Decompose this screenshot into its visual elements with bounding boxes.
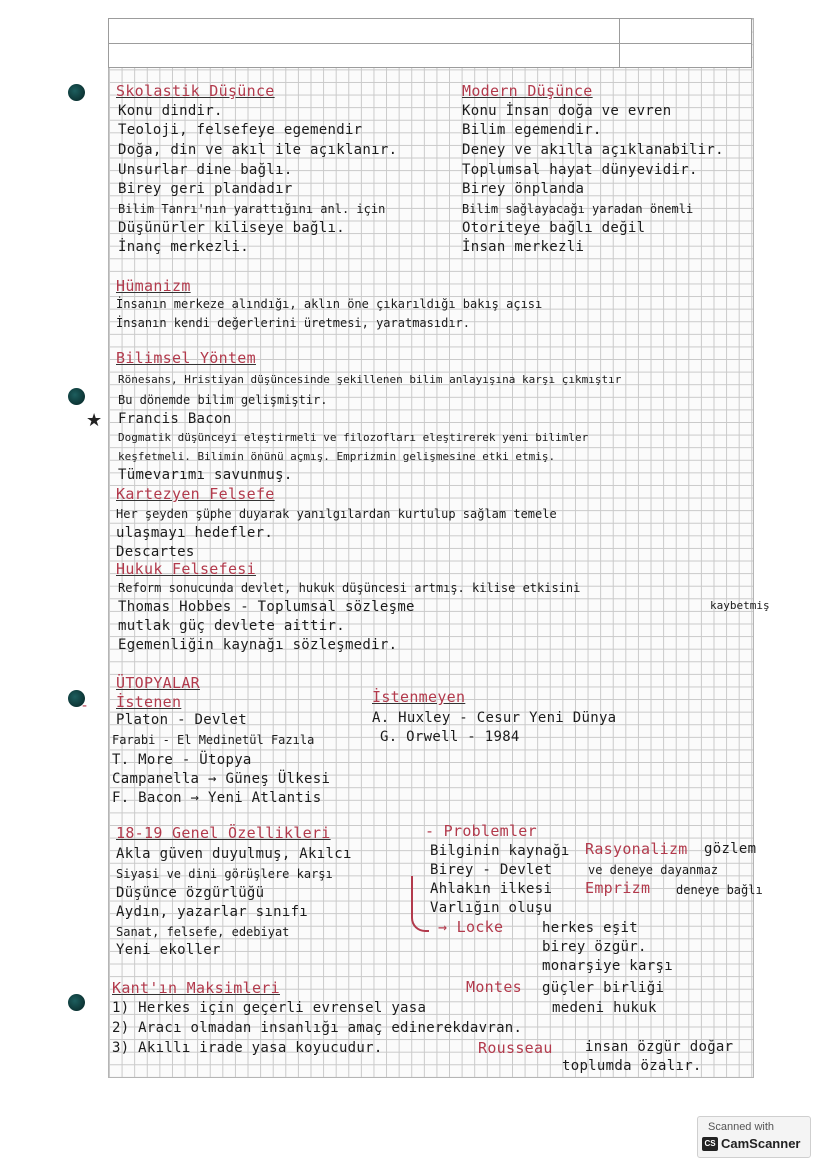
genel-line: Siyasi ve dini görüşlere karşı	[116, 867, 333, 881]
problem-line: Ahlakın ilkesi	[430, 881, 553, 897]
star-icon: ★	[86, 410, 103, 431]
rasyonalizm-note: gözlem	[704, 841, 757, 857]
genel-line: Akla güven duyulmuş, Akılcı	[116, 846, 352, 862]
istenen-item: Platon - Devlet	[116, 712, 247, 728]
bilimsel-line: Francis Bacon	[118, 411, 232, 427]
modern-line: Konu İnsan doğa ve evren	[462, 103, 672, 119]
modern-line: Toplumsal hayat dünyevidir.	[462, 162, 698, 178]
genel-line: Yeni ekoller	[116, 942, 221, 958]
skolastik-line: Doğa, din ve akıl ile açıklanır.	[118, 142, 398, 158]
kant-line: 3) Akıllı irade yasa koyucudur.	[112, 1040, 383, 1056]
hukuk-line: Reform sonucunda devlet, hukuk düşüncesi artmış. kilise etkisini	[118, 581, 581, 595]
skolastik-line: Düşünürler kiliseye bağlı.	[118, 220, 345, 236]
hukuk-line: mutlak güç devlete aittir.	[118, 618, 345, 634]
istenen-item: Campanella → Güneş Ülkesi	[112, 771, 331, 787]
problem-line: Varlığın oluşu	[430, 900, 553, 916]
istenen-title: İstenen	[116, 693, 182, 711]
skolastik-line: İnanç merkezli.	[118, 239, 249, 255]
genel-line: Aydın, yazarlar sınıfı	[116, 904, 309, 920]
locke-line: monarşiye karşı	[542, 958, 673, 974]
bilimsel-line: Dogmatik düşünceyi eleştirmeli ve filozofları eleştirerek yeni bilimler	[118, 431, 589, 444]
binder-hole	[68, 84, 85, 101]
binder-hole	[68, 994, 85, 1011]
modern-line: Bilim sağlayacağı yaradan önemli	[462, 202, 694, 216]
modern-line: Deney ve akılla açıklanabilir.	[462, 142, 724, 158]
istenmeyen-item: G. Orwell - 1984	[380, 729, 520, 745]
kant-line: 1) Herkes için geçerli evrensel yasa	[112, 1000, 427, 1016]
istenen-item: T. More - Ütopya	[112, 752, 252, 768]
modern-line: Otoriteye bağlı değil	[462, 220, 646, 236]
rousseau-line: insan özgür doğar	[585, 1039, 734, 1055]
montes-line: güçler birliği	[542, 980, 665, 996]
kant-title: Kant'ın Maksimleri	[112, 979, 280, 997]
modern-line: Birey önplanda	[462, 181, 585, 197]
camscanner-text: CamScanner	[721, 1136, 801, 1151]
istenmeyen-title: İstenmeyen	[372, 688, 466, 706]
hukuk-note: kaybetmiş	[710, 599, 770, 612]
locke-line: herkes eşit	[542, 920, 639, 936]
header-box	[108, 18, 752, 68]
utopyalar-title: ÜTOPYALAR	[116, 674, 200, 692]
humanizm-title: Hümanizm	[116, 277, 191, 295]
kant-line: 2) Aracı olmadan insanlığı amaç edinerekdavran.	[112, 1020, 523, 1036]
problem-line: Bilginin kaynağı	[430, 843, 570, 859]
scanned-with-text: Scanned with	[708, 1121, 775, 1133]
bilimsel-line: Rönesans, Hristiyan düşüncesinde şekillenen bilim anlayışına karşı çıkmıştır	[118, 373, 622, 386]
dash-mark: -	[82, 698, 88, 714]
kartezyen-line: Descartes	[116, 544, 195, 560]
bilimsel-line: Bu dönemde bilim gelişmiştir.	[118, 393, 328, 407]
humanizm-line: İnsanın merkeze alındığı, aklın öne çıkarıldığı bakış açısı	[116, 297, 543, 311]
bilimsel-line: keşfetmeli. Bilimin önünü açmış. Emprizmin gelişmesine etki etmiş.	[118, 450, 556, 463]
skolastik-line: Birey geri plandadır	[118, 181, 293, 197]
skolastik-title: Skolastik Düşünce	[116, 82, 275, 100]
emprizm-note: deneye bağlı	[676, 883, 763, 897]
montes-line: medeni hukuk	[552, 1000, 657, 1016]
istenmeyen-item: A. Huxley - Cesur Yeni Dünya	[372, 710, 617, 726]
genel-line: Düşünce özgürlüğü	[116, 885, 265, 901]
problemler-title: - Problemler	[425, 822, 537, 840]
hukuk-title: Hukuk Felsefesi	[116, 560, 256, 578]
kartezyen-line: Her şeyden şüphe duyarak yanılgılardan kurtulup sağlam temele	[116, 507, 557, 521]
bilimsel-line: Tümevarımı savunmuş.	[118, 467, 293, 483]
bilimsel-title: Bilimsel Yöntem	[116, 349, 256, 367]
modern-line: Bilim egemendir.	[462, 122, 602, 138]
istenen-item: F. Bacon → Yeni Atlantis	[112, 790, 322, 806]
kartezyen-title: Kartezyen Felsefe	[116, 485, 275, 503]
rousseau-label: Rousseau	[478, 1039, 553, 1057]
genel-line: Sanat, felsefe, edebiyat	[116, 925, 290, 939]
hukuk-line: Thomas Hobbes - Toplumsal sözleşme	[118, 599, 415, 615]
skolastik-line: Bilim Tanrı'nın yarattığını anl. için	[118, 202, 386, 216]
skolastik-line: Unsurlar dine bağlı.	[118, 162, 293, 178]
montes-label: Montes	[466, 978, 522, 996]
genel-title: 18-19 Genel Özellikleri	[116, 824, 331, 842]
modern-line: İnsan merkezli	[462, 239, 585, 255]
camscanner-logo-icon: CS	[702, 1137, 718, 1151]
rousseau-line: toplumda özalır.	[562, 1058, 702, 1074]
humanizm-line: İnsanın kendi değerlerini üretmesi, yaratmasıdır.	[116, 316, 471, 330]
skolastik-line: Konu dindir.	[118, 103, 223, 119]
skolastik-line: Teoloji, felsefeye egemendir	[118, 122, 363, 138]
camscanner-badge	[697, 1116, 811, 1158]
binder-hole	[68, 388, 85, 405]
emprizm-label: Emprizm	[585, 879, 651, 897]
rasyonalizm-label: Rasyonalizm	[585, 840, 688, 858]
locke-label: → Locke	[438, 918, 504, 936]
problem-line: Birey - Devlet	[430, 862, 553, 878]
brace-arrow	[411, 876, 429, 932]
hukuk-line: Egemenliğin kaynağı sözleşmedir.	[118, 637, 398, 653]
kartezyen-line: ulaşmayı hedefler.	[116, 525, 274, 541]
deney-note: ve deneye dayanmaz	[588, 863, 719, 877]
modern-title: Modern Düşünce	[462, 82, 593, 100]
locke-line: birey özgür.	[542, 939, 647, 955]
istenen-item: Farabi - El Medinetül Fazıla	[112, 733, 315, 747]
